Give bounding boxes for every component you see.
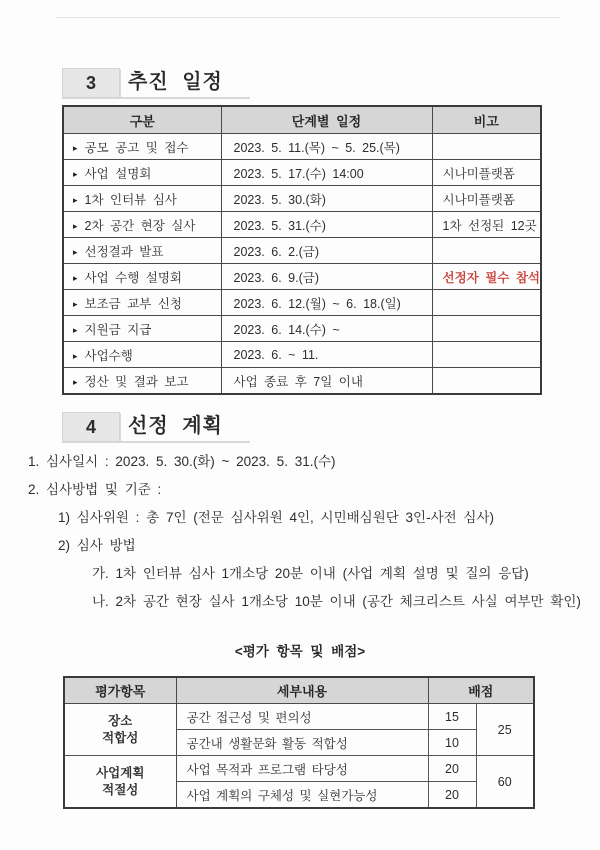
note-cell-required-attendance: 선정자 필수 참석 <box>432 264 541 290</box>
category-label: 2차 공간 현장 실사 <box>84 218 196 233</box>
timeline-cell: 2023. 5. 30.(화) <box>221 186 432 212</box>
timeline-cell: 2023. 5. 17.(수) 14:00 <box>221 160 432 186</box>
detail-cell: 사업 계획의 구체성 및 실현가능성 <box>176 782 428 809</box>
category-label: 정산 및 결과 보고 <box>84 374 189 389</box>
section-4-number-box <box>62 412 120 442</box>
bullet-icon: ▸ <box>73 298 78 309</box>
detail-cell: 공간내 생활문화 활동 적합성 <box>176 730 428 756</box>
plan-line-review-method: 2. 심사방법 및 기준 : <box>28 482 162 497</box>
subtotal-cell: 25 <box>476 704 534 756</box>
category-cell <box>63 160 221 186</box>
section-3-underline <box>62 97 250 99</box>
col-header-points: 배점 <box>428 677 534 704</box>
bullet-icon: ▸ <box>73 246 78 257</box>
plan-line-review-date: 1. 심사일시 : 2023. 5. 30.(화) ~ 2023. 5. 31.(수) <box>28 454 336 469</box>
table-row <box>63 238 541 264</box>
table-row <box>64 704 534 730</box>
col-header-detail: 세부내용 <box>176 677 428 704</box>
note-cell: 1차 선정된 12곳 <box>432 212 541 238</box>
schedule-table <box>62 105 542 395</box>
bullet-icon: ▸ <box>73 350 78 361</box>
category-cell <box>63 134 221 160</box>
category-cell <box>63 264 221 290</box>
category-cell <box>63 316 221 342</box>
category-cell <box>63 368 221 395</box>
note-cell <box>432 342 541 368</box>
timeline-cell: 2023. 6. 14.(수) ~ <box>221 316 432 342</box>
points-cell: 15 <box>428 704 476 730</box>
note-cell <box>432 368 541 395</box>
category-cell <box>63 212 221 238</box>
table-row <box>63 160 541 186</box>
bullet-icon: ▸ <box>73 376 78 387</box>
evaluation-header-row <box>64 677 534 704</box>
category-label: 1차 인터뷰 심사 <box>84 192 177 207</box>
points-cell: 20 <box>428 782 476 809</box>
points-cell: 20 <box>428 756 476 782</box>
bullet-icon: ▸ <box>73 324 78 335</box>
col-header-category: 구분 <box>63 106 221 134</box>
timeline-cell: 2023. 5. 31.(수) <box>221 212 432 238</box>
section-3-title: 추진 일정 <box>128 71 223 93</box>
plan-line-method-header: 2) 심사 방법 <box>58 538 136 553</box>
group-cell-business-plan <box>64 756 176 809</box>
subtotal-cell: 60 <box>476 756 534 809</box>
plan-line-judges: 1) 심사위원 : 총 7인 (전문 심사위원 4인, 시민배심원단 3인-사전 심사) <box>58 510 495 525</box>
bullet-icon: ▸ <box>73 142 78 153</box>
note-cell <box>432 316 541 342</box>
category-label: 보조금 교부 신청 <box>84 296 183 311</box>
col-header-timeline: 단계별 일정 <box>221 106 432 134</box>
group-name-line: 장소 <box>108 714 133 729</box>
plan-line-method-a: 가. 1차 인터뷰 심사 1개소당 20분 이내 (사업 계획 설명 및 질의 응답) <box>92 566 529 581</box>
table-row <box>63 316 541 342</box>
group-cell-location <box>64 704 176 756</box>
section-3-number-box <box>62 68 120 98</box>
section-3-number: 3 <box>85 73 96 93</box>
section-4-number: 4 <box>85 417 96 437</box>
plan-line-method-b: 나. 2차 공간 현장 실사 1개소당 10분 이내 (공간 체크리스트 사실 여부만 확인) <box>92 594 581 609</box>
table-row <box>63 186 541 212</box>
timeline-cell: 사업 종료 후 7일 이내 <box>221 368 432 395</box>
note-cell: 시나미플랫폼 <box>432 186 541 212</box>
timeline-cell: 2023. 6. 9.(금) <box>221 264 432 290</box>
timeline-cell: 2023. 6. 2.(금) <box>221 238 432 264</box>
evaluation-table <box>63 676 535 809</box>
bullet-icon: ▸ <box>73 194 78 205</box>
timeline-cell: 2023. 6. ~ 11. <box>221 342 432 368</box>
table-row <box>63 134 541 160</box>
detail-cell: 공간 접근성 및 편의성 <box>176 704 428 730</box>
table-row <box>63 212 541 238</box>
table-row <box>63 290 541 316</box>
category-label: 공모 공고 및 접수 <box>84 140 189 155</box>
category-label: 사업 설명회 <box>84 166 152 181</box>
note-cell: 시나미플랫폼 <box>432 160 541 186</box>
table-row <box>63 342 541 368</box>
section-4-underline <box>62 441 250 443</box>
table-row <box>64 756 534 782</box>
selection-plan-text <box>28 448 581 616</box>
timeline-cell: 2023. 6. 12.(월) ~ 6. 18.(일) <box>221 290 432 316</box>
group-name-line: 적합성 <box>102 730 139 745</box>
timeline-cell: 2023. 5. 11.(목) ~ 5. 25.(목) <box>221 134 432 160</box>
category-cell <box>63 290 221 316</box>
category-cell <box>63 238 221 264</box>
note-cell <box>432 290 541 316</box>
table-row <box>63 264 541 290</box>
group-name-line: 사업계획 <box>96 766 145 781</box>
category-label: 사업수행 <box>84 348 133 363</box>
section-4-title: 선정 계획 <box>128 415 223 437</box>
category-cell <box>63 186 221 212</box>
bullet-icon: ▸ <box>73 220 78 231</box>
points-cell: 10 <box>428 730 476 756</box>
category-label: 사업 수행 설명회 <box>84 270 183 285</box>
col-header-item: 평가항목 <box>64 677 176 704</box>
evaluation-caption: <평가 항목 및 배점> <box>234 644 366 659</box>
bullet-icon: ▸ <box>73 272 78 283</box>
scan-artifact-line <box>55 17 560 18</box>
bullet-icon: ▸ <box>73 168 78 179</box>
col-header-note: 비고 <box>432 106 541 134</box>
detail-cell: 사업 목적과 프로그램 타당성 <box>176 756 428 782</box>
category-cell <box>63 342 221 368</box>
note-cell <box>432 134 541 160</box>
category-label: 지원금 지급 <box>84 322 152 337</box>
schedule-header-row <box>63 106 541 134</box>
group-name-line: 적절성 <box>102 782 139 797</box>
category-label: 선정결과 발표 <box>84 244 164 259</box>
note-cell <box>432 238 541 264</box>
table-row <box>63 368 541 395</box>
